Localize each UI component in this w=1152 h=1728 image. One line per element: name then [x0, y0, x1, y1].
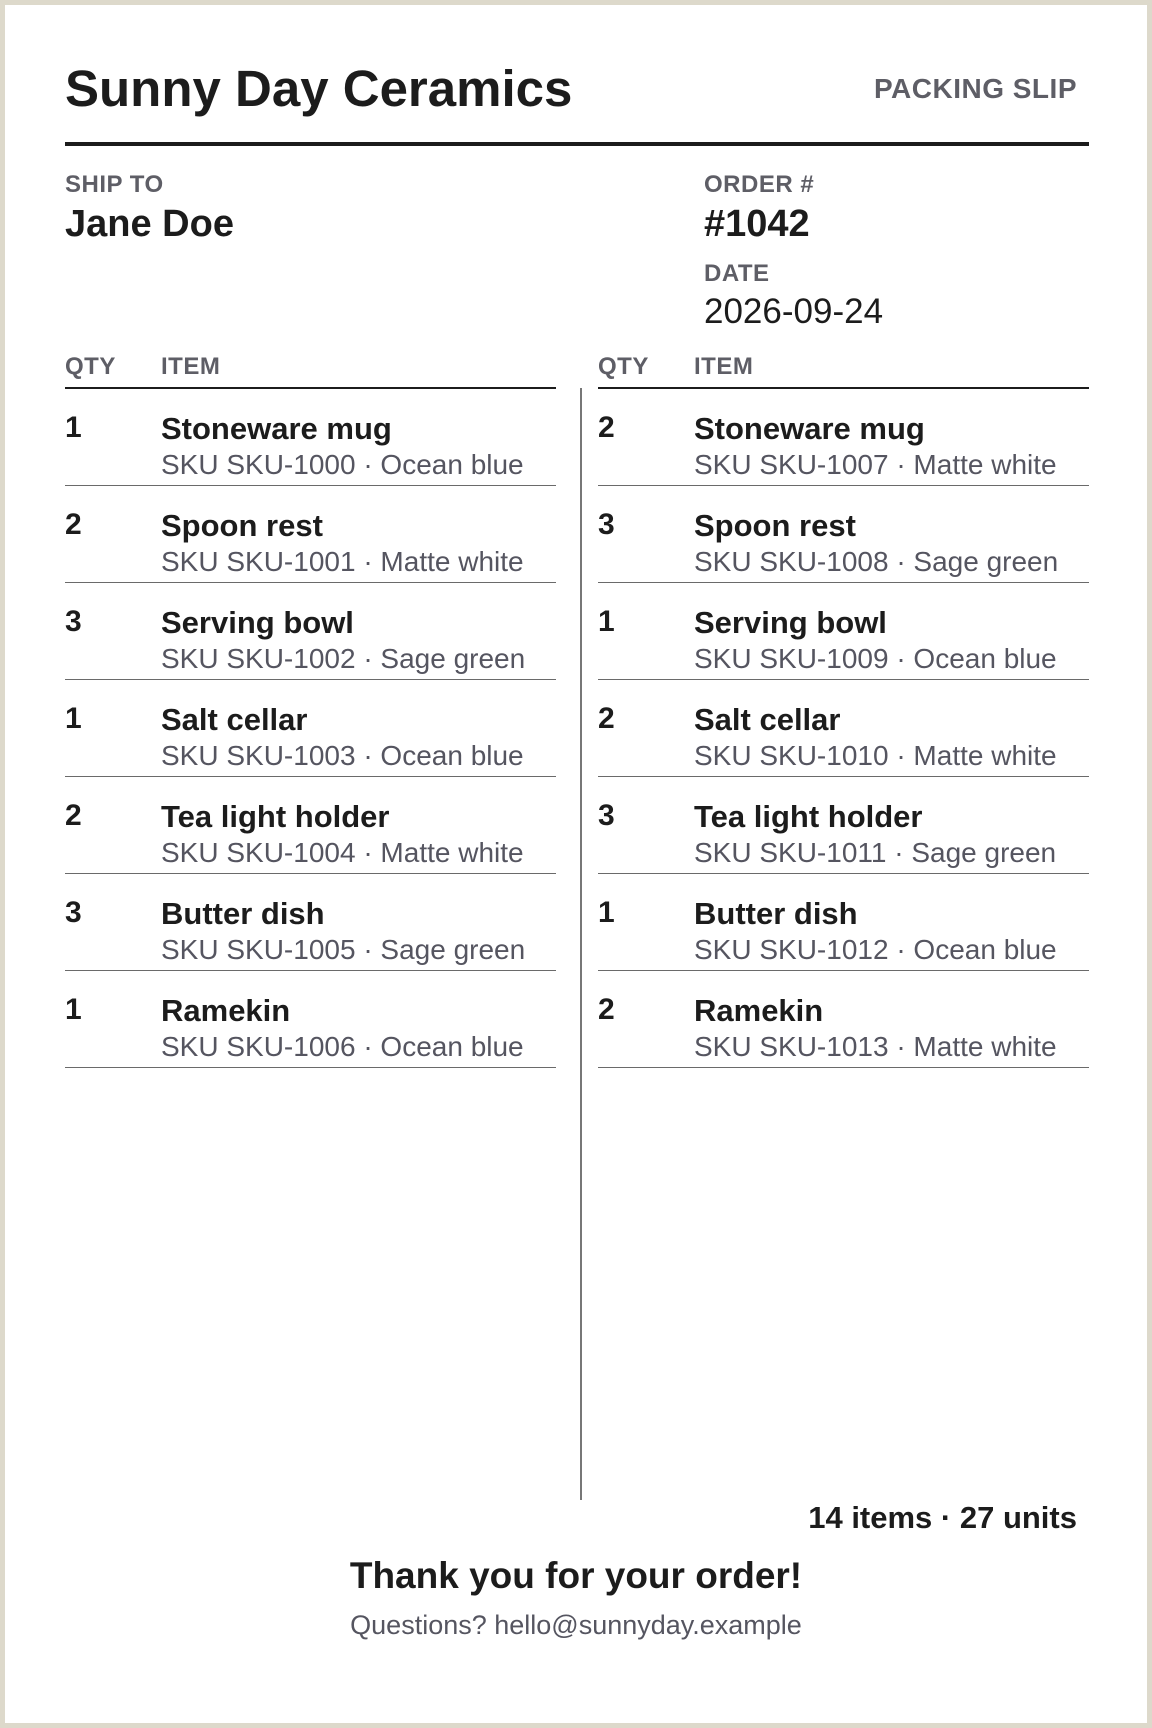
- order-number: #1042: [704, 203, 810, 245]
- item-detail: SKU SKU-1004 · Matte white: [161, 837, 524, 868]
- table-row: [65, 486, 556, 583]
- item-qty: 3: [65, 896, 82, 929]
- table-row: [65, 874, 556, 971]
- item-detail: SKU SKU-1012 · Ocean blue: [694, 934, 1057, 965]
- document-type: PACKING SLIP: [873, 73, 1077, 104]
- date-label: DATE: [704, 260, 770, 287]
- order-summary: 14 items · 27 units: [808, 1500, 1077, 1535]
- item-detail: SKU SKU-1013 · Matte white: [694, 1031, 1057, 1062]
- item-detail: SKU SKU-1008 · Sage green: [694, 546, 1059, 577]
- item-qty: 2: [598, 702, 615, 735]
- item-name: Tea light holder: [161, 799, 390, 834]
- item-name: Butter dish: [161, 896, 325, 931]
- item-qty: 1: [598, 896, 615, 929]
- ship-to-label: SHIP TO: [65, 171, 164, 198]
- column-divider: [580, 388, 582, 1500]
- table-row: [598, 389, 1089, 486]
- item-qty: 3: [65, 605, 82, 638]
- table-row: [65, 680, 556, 777]
- item-name: Butter dish: [694, 896, 858, 931]
- item-detail: SKU SKU-1000 · Ocean blue: [161, 449, 524, 480]
- item-qty: 2: [598, 411, 615, 444]
- table-row: [65, 777, 556, 874]
- item-detail: SKU SKU-1003 · Ocean blue: [161, 740, 524, 771]
- item-name: Serving bowl: [161, 605, 354, 640]
- item-detail: SKU SKU-1009 · Ocean blue: [694, 643, 1057, 674]
- item-name: Stoneware mug: [161, 411, 392, 446]
- order-date: 2026-09-24: [704, 292, 884, 331]
- column-header: [598, 345, 1089, 389]
- item-qty: 3: [598, 799, 615, 832]
- item-name: Stoneware mug: [694, 411, 925, 446]
- column-header: [65, 345, 556, 389]
- item-name: Spoon rest: [161, 508, 323, 543]
- table-row: [598, 680, 1089, 777]
- item-detail: SKU SKU-1002 · Sage green: [161, 643, 526, 674]
- ship-to-name: Jane Doe: [65, 203, 234, 245]
- item-header: ITEM: [161, 353, 221, 380]
- qty-header: QTY: [65, 353, 116, 380]
- item-name: Ramekin: [161, 993, 291, 1028]
- item-qty: 2: [65, 799, 82, 832]
- items-column-right: [598, 345, 1089, 1068]
- item-name: Spoon rest: [694, 508, 856, 543]
- order-number-label: ORDER #: [704, 171, 815, 198]
- table-row: [598, 777, 1089, 874]
- item-qty: 1: [598, 605, 615, 638]
- item-qty: 1: [65, 702, 82, 735]
- item-detail: SKU SKU-1001 · Matte white: [161, 546, 524, 577]
- packing-slip: [5, 5, 1147, 1723]
- table-row: [65, 971, 556, 1068]
- thank-you-message: Thank you for your order!: [349, 1555, 803, 1596]
- table-row: [65, 389, 556, 486]
- header-rule: [65, 142, 1089, 146]
- item-name: Tea light holder: [694, 799, 923, 834]
- item-name: Salt cellar: [694, 702, 841, 737]
- contact-line: Questions? hello@sunnyday.example: [350, 1610, 802, 1640]
- items-column-left: [65, 345, 556, 1068]
- table-row: [65, 583, 556, 680]
- item-qty: 2: [598, 993, 615, 1026]
- item-detail: SKU SKU-1005 · Sage green: [161, 934, 526, 965]
- item-qty: 2: [65, 508, 82, 541]
- table-row: [598, 583, 1089, 680]
- qty-header: QTY: [598, 353, 649, 380]
- item-header: ITEM: [694, 353, 754, 380]
- table-row: [598, 874, 1089, 971]
- brand-title: Sunny Day Ceramics: [65, 60, 573, 117]
- item-name: Serving bowl: [694, 605, 887, 640]
- item-detail: SKU SKU-1007 · Matte white: [694, 449, 1057, 480]
- item-qty: 1: [65, 411, 82, 444]
- item-detail: SKU SKU-1006 · Ocean blue: [161, 1031, 524, 1062]
- table-row: [598, 971, 1089, 1068]
- rows-right: [598, 389, 1089, 1068]
- table-row: [598, 486, 1089, 583]
- rows-left: [65, 389, 556, 1068]
- item-qty: 1: [65, 993, 82, 1026]
- item-qty: 3: [598, 508, 615, 541]
- item-detail: SKU SKU-1010 · Matte white: [694, 740, 1057, 771]
- item-name: Salt cellar: [161, 702, 308, 737]
- item-name: Ramekin: [694, 993, 824, 1028]
- item-detail: SKU SKU-1011 · Sage green: [694, 837, 1057, 868]
